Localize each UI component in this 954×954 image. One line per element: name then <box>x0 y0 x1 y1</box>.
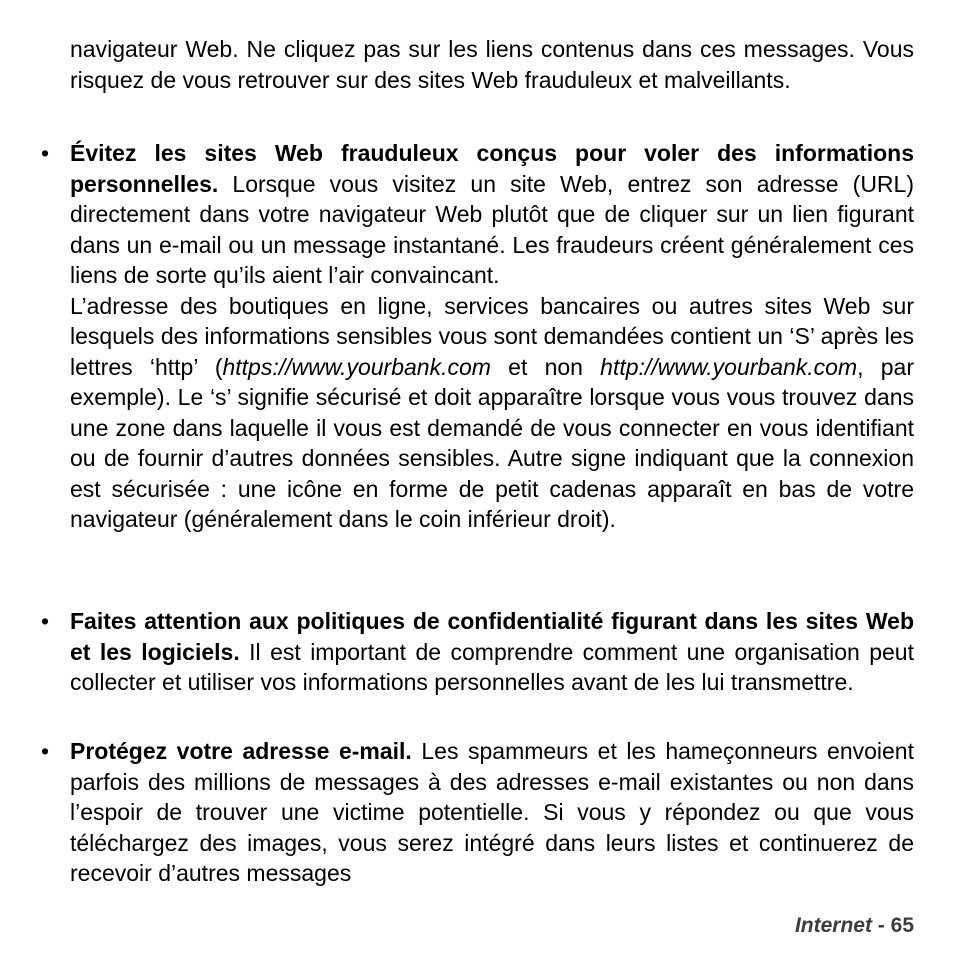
item-text: et non <box>490 353 601 380</box>
example-url-https: https://www.yourbank.com <box>222 353 491 380</box>
intro-paragraph: navigateur Web. Ne cliquez pas sur les liens contenus dans ces messages. Vous risquez de vous retrouver sur des sites Web frauduleux et malveillants. <box>70 36 914 93</box>
item-heading: Faites attention aux politiques de confidentialité figurant dans les sites Web et les logiciels. <box>70 608 914 665</box>
list-item <box>40 606 914 698</box>
page-number: 65 <box>890 914 914 937</box>
item-paragraph <box>70 736 914 889</box>
item-text: Il est important de comprendre comment une organisation peut collecter et utiliser vos informations personnelles avant de les lui transmettre. <box>70 638 914 695</box>
bullet-icon: • <box>40 608 50 634</box>
item-text: , par exemple). Le ‘s’ signifie sécurisé et doit apparaître lorsque vous vous trouvez dans une zone dans laquelle il vous est demandé de vous connecter en vous identifiant ou de fournir d’autres données sensibles. Autre signe indiquant que la connexion est sécurisée : une icône en forme de petit cadenas apparaît en bas de votre navigateur (généralement dans le coin inférieur droit). <box>70 353 914 532</box>
item-paragraph <box>70 138 914 291</box>
bullet-icon: • <box>40 140 50 166</box>
item-heading: Protégez votre adresse e-mail. <box>70 738 412 764</box>
bullet-icon: • <box>40 738 50 764</box>
item-paragraph <box>70 606 914 698</box>
list-item <box>40 138 914 535</box>
footer-section-title: Internet - <box>794 914 885 937</box>
list-item <box>40 736 914 889</box>
item-text: Lorsque vous visitez un site Web, entrez son adresse (URL) directement dans votre navigateur Web plutôt que de cliquer sur un lien figurant dans un e-mail ou un message instantané. Les fraudeurs créent généralement ces liens de sorte qu’ils aient l’air convaincant. <box>70 170 914 288</box>
example-url-http: http://www.yourbank.com <box>600 353 858 380</box>
item-paragraph-secure <box>70 291 914 535</box>
item-text: Les spammeurs et les hameçonneurs envoient parfois des millions de messages à des adresses e-mail existantes ou non dans l’espoir de trouver une victime potentielle. Si vous y répondez ou que vous téléchargez des images, vous serez intégré dans leurs listes et continuerez de recevoir d’autres messages <box>70 738 914 886</box>
item-text: L’adresse des boutiques en ligne, services bancaires ou autres sites Web sur lesquels des informations sensibles vous sont demandées contient un ‘S’ après les lettres ‘http’ ( <box>70 292 914 380</box>
item-heading: Évitez les sites Web frauduleux conçus pour voler des informations personnelles. <box>70 140 914 197</box>
page-footer <box>795 914 914 938</box>
